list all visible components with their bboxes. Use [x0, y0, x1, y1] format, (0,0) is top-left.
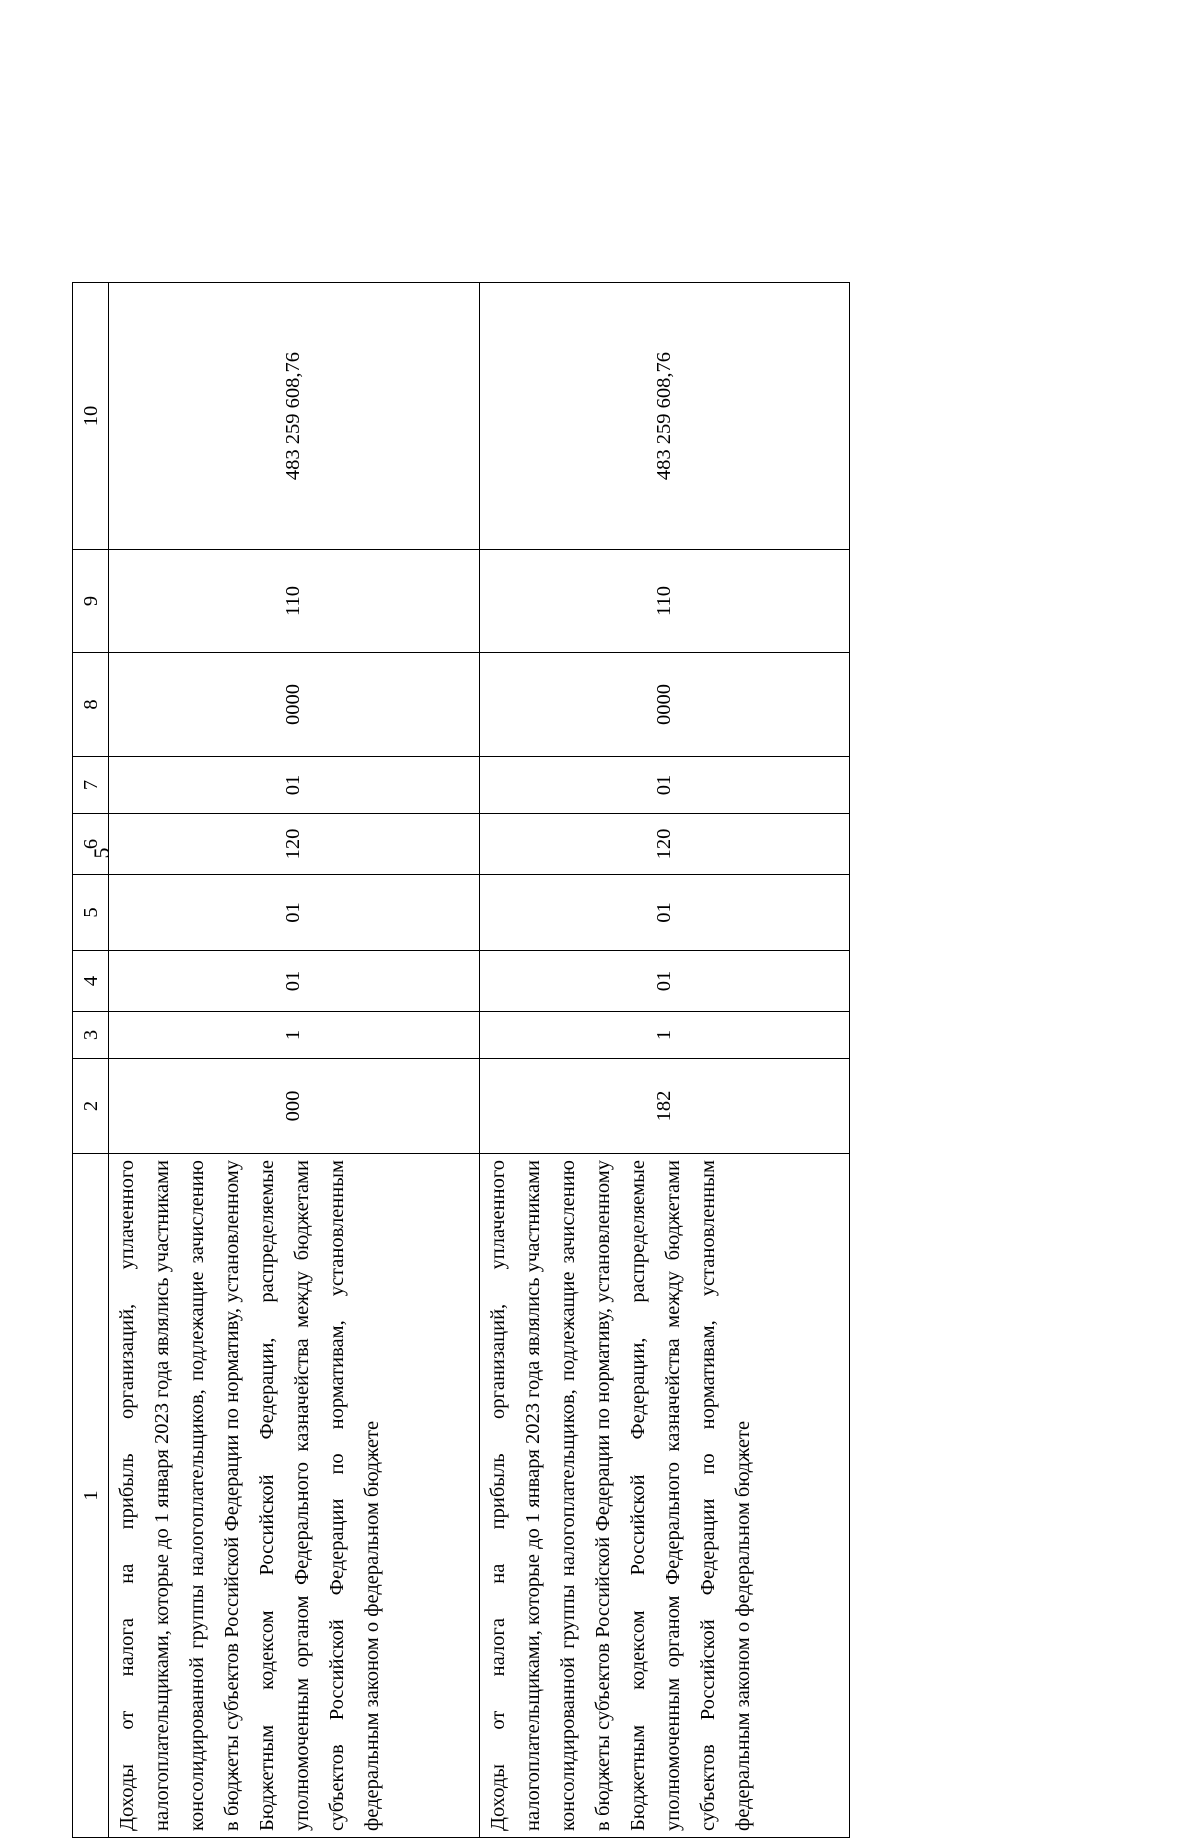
group-code-cell: 1 [479, 1012, 850, 1059]
economic-code-cell: 110 [109, 550, 480, 653]
amount-cell: 483 259 608,76 [109, 283, 480, 550]
page-number: 5 [89, 847, 114, 859]
program-code-cell: 0000 [109, 653, 480, 757]
element-code-cell: 01 [479, 757, 850, 814]
header-cell: 2 [73, 1059, 109, 1154]
amount-cell: 483 259 608,76 [479, 283, 850, 550]
article-code-cell: 01 [479, 875, 850, 951]
subgroup-code-cell: 01 [479, 951, 850, 1012]
header-cell: 1 [73, 1154, 109, 1838]
table-row [109, 283, 480, 1838]
header-cell: 8 [73, 653, 109, 757]
program-code-cell: 0000 [479, 653, 850, 757]
admin-code-cell: 182 [479, 1059, 850, 1154]
header-cell: 9 [73, 550, 109, 653]
subarticle-code-cell: 120 [109, 814, 480, 875]
group-code-cell: 1 [109, 1012, 480, 1059]
header-cell: 5 [73, 875, 109, 951]
income-name-text: Доходы от налога на прибыль организаций, уплаченного налогоплательщиками, которые до 1 января 2023 года являлись участниками консолидированной группы налогоплательщиков, подлежащие зачислению в бюджеты субъектов Российской Федерации по нормативу, установленному Бюджетным кодексом Российской Федерации, распределяемые уполномоченным органом Федерального казначейства между бюджетами субъектов Российской Федерации по нормативам, установленным федеральным законом о федеральном бюджете [486, 1160, 754, 1831]
economic-code-cell: 110 [479, 550, 850, 653]
header-cell: 3 [73, 1012, 109, 1059]
revenue-table [72, 282, 850, 1838]
income-name-text: Доходы от налога на прибыль организаций, уплаченного налогоплательщиками, которые до 1 января 2023 года являлись участниками консолидированной группы налогоплательщиков, подлежащие зачислению в бюджеты субъектов Российской Федерации по нормативу, установленному Бюджетным кодексом Российской Федерации, распределяемые уполномоченным органом Федерального казначейства между бюджетами субъектов Российской Федерации по нормативам, установленным федеральным законом о федеральном бюджете [116, 1160, 383, 1831]
subarticle-code-cell: 120 [479, 814, 850, 875]
header-cell: 4 [73, 951, 109, 1012]
table-header-row [73, 283, 109, 1838]
header-cell: 7 [73, 757, 109, 814]
rotated-table-container [72, 283, 850, 1838]
admin-code-cell: 000 [109, 1059, 480, 1154]
header-cell: 10 [73, 283, 109, 550]
element-code-cell: 01 [109, 757, 480, 814]
header-cell: 6 [73, 814, 109, 875]
table-row [479, 283, 850, 1838]
subgroup-code-cell: 01 [109, 951, 480, 1012]
income-name-cell [479, 1154, 850, 1838]
article-code-cell: 01 [109, 875, 480, 951]
income-name-cell [109, 1154, 480, 1838]
